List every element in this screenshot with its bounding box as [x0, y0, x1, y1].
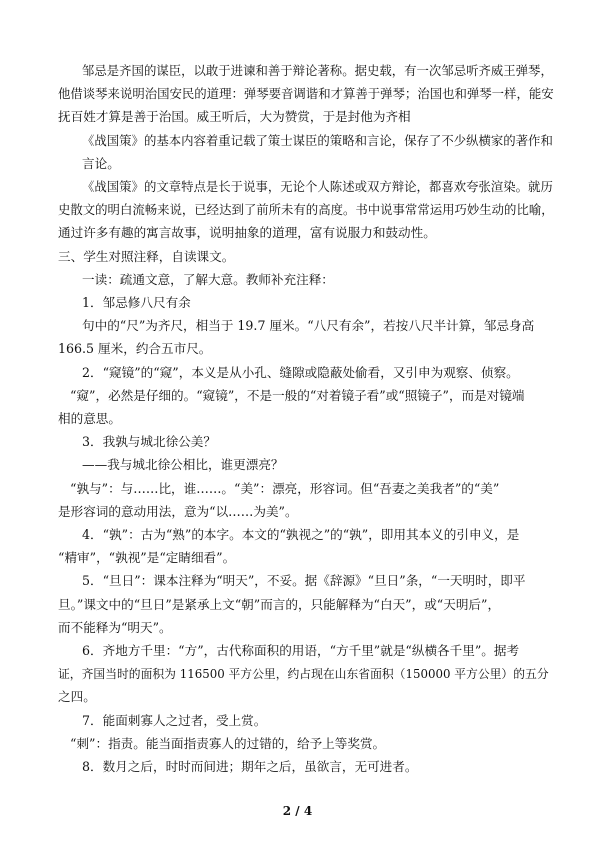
- note-heading: 1．邹忌修八尺有余: [82, 295, 191, 310]
- note-heading: 4．“孰”：古为“熟”的本字。本文的“孰视之”的“孰”，即用其本义的引申义，是: [82, 527, 520, 542]
- note-heading: 3．我孰与城北徐公美？: [82, 434, 216, 450]
- note-heading: 8．数月之后，时时而间进；期年之后，虽欲言，无可进者。: [82, 759, 418, 774]
- note-heading: 2．“窥镜”的“窥”，本义是从小孔、缝隙或隐蔽处偷看，又引申为观察、侦察。: [82, 364, 519, 380]
- note-heading: 7．能面刺寡人之过者，受上赏。: [82, 712, 267, 728]
- paragraph-line: 通过许多有趣的寓言故事，说明抽象的道理，富有说服力和鼓动性。: [58, 225, 436, 241]
- paragraph-line: “窥”，必然是仔细的。“窥镜”，不是一般的“对着镜子看”或“照镜子”，而是对镜端: [70, 387, 525, 403]
- paragraph-line: “刺”：指责。能当面指责寡人的过错的，给予上等奖赏。: [70, 735, 386, 751]
- paragraph-line: 《战国策》的基本内容着重记载了策士谋臣的策略和言论，保存了不少纵横家的著作和: [82, 132, 553, 148]
- paragraph-line: 史散文的明白流畅来说，已经达到了前所未有的高度。书中说事常常运用巧妙生动的比喻，: [58, 202, 554, 218]
- paragraph-line: 邹忌是齐国的谋臣，以敢于进谏和善于辩论著称。据史载，有一次邹忌听齐威王弹琴，: [82, 63, 553, 78]
- note-heading: 5．“旦日”：课本注释为“明天”，不妥。据《辞源》“旦日”条，“一天明时，即平: [82, 573, 526, 589]
- paragraph-line: 是形容词的意动用法，意为“以……为美”。: [58, 503, 298, 519]
- paragraph-line: 166.5 厘米，约合五市尺。: [58, 341, 212, 357]
- paragraph-line: 而不能释为“明天”。: [58, 619, 172, 635]
- section-heading: 三、学生对照注释，自读课文。: [58, 248, 235, 264]
- paragraph-line: 言论。: [82, 155, 120, 171]
- paragraph-line: “精审”，“孰视”是“定睛细看”。: [58, 550, 236, 566]
- paragraph-line: 之四。: [58, 689, 96, 705]
- paragraph-line: 他借谈琴来说明治国安民的道理：弹琴要音调谐和才算善于弹琴；治国也和弹琴一样，能安: [58, 86, 554, 102]
- note-heading: 6．齐地方千里：“方”，古代称面积的用语，“方千里”就是“纵横各千里”。据考: [82, 643, 520, 658]
- paragraph-line: “孰与”：与……比，谁……。“美”：漂亮，形容词。但“吾妻之美我者”的“美”: [70, 480, 500, 496]
- paragraph-line: ——我与城北徐公相比，谁更漂亮？: [82, 457, 284, 473]
- paragraph-line: 句中的“尺”为齐尺，相当于 19.7 厘米。“八尺有余”，若按八尺半计算，邹忌身高: [82, 318, 535, 334]
- paragraph-line: 相的意思。: [58, 411, 121, 426]
- page-number: 2 / 4: [282, 804, 313, 818]
- paragraph-line: 旦。”课文中的“旦日”是紧承上文“朝”而言的，只能解释为“白天”，或“天明后”，: [58, 596, 501, 612]
- paragraph-line: 证，齐国当时的面积为 116500 平方公里，约占现在山东省面积（150000 平方公里）的五分: [58, 667, 549, 682]
- paragraph-line: 《战国策》的文章特点是长于说事，无论个人陈述或双方辩论，都喜欢夸张渲染。就历: [82, 179, 553, 194]
- paragraph-line: 抚百姓才算是善于治国。威王听后，大为赞赏，于是封他为齐相: [58, 109, 411, 125]
- paragraph-line: 一读：疏通文意，了解大意。教师补充注释：: [82, 271, 334, 287]
